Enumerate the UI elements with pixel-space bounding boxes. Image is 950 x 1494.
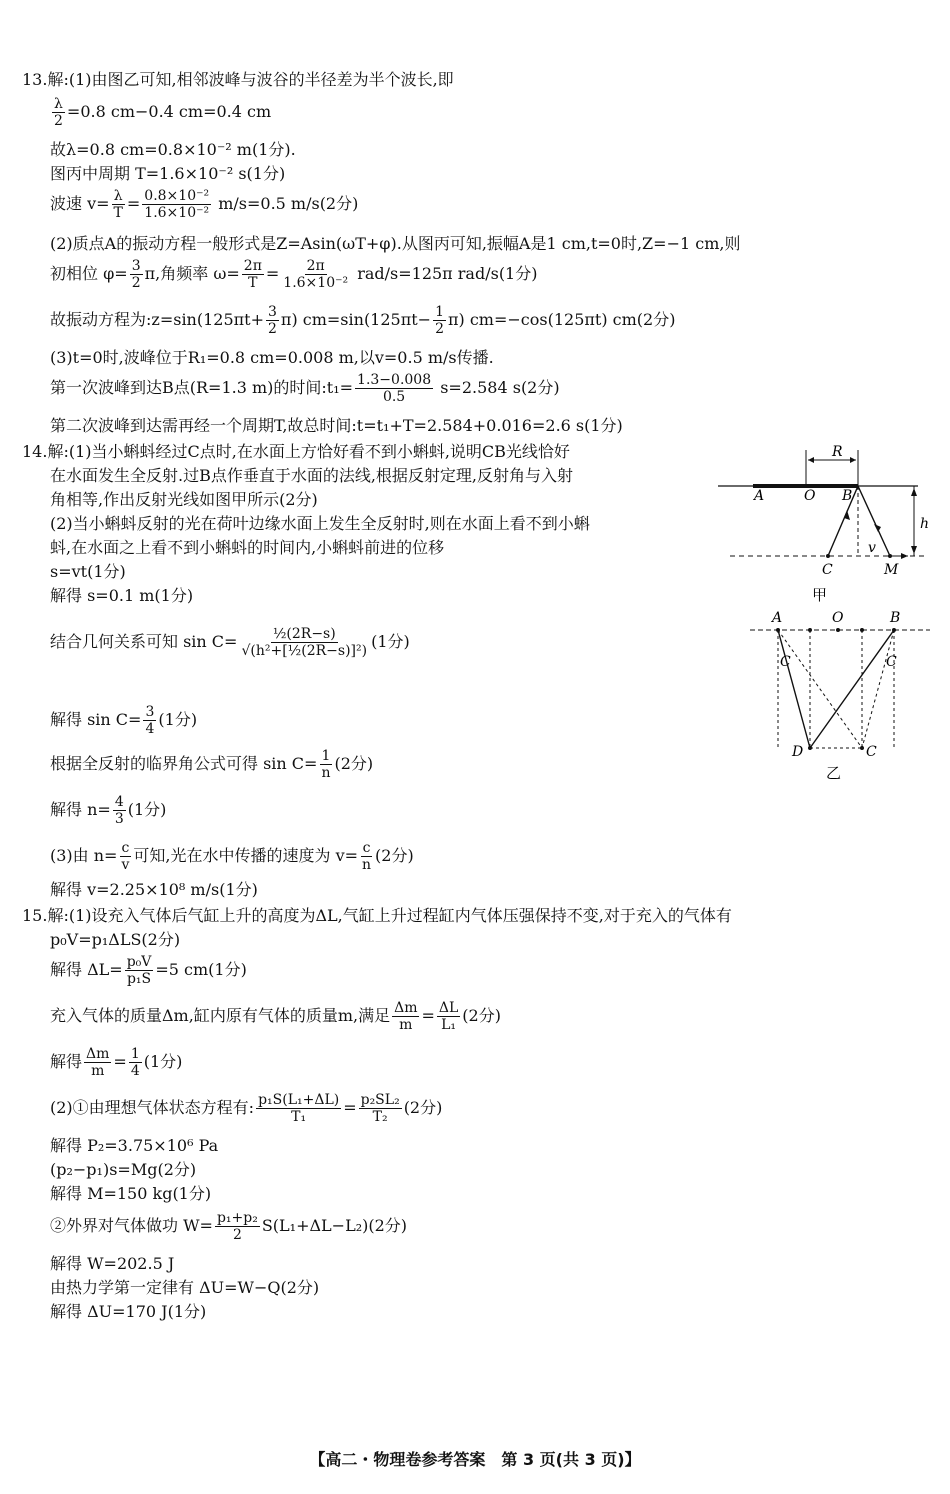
q14-line-5: 蚪,在水面之上看不到小蝌蚪的时间内,小蝌蚪前进的位移 (50, 538, 445, 557)
q13-line-10: 第一次波峰到达B点(R=1.3 m)的时间:t₁= $\frac{1.3-0.008}{0.5}$ s=2.584 s(2分) (50, 372, 560, 405)
q13-line-1: 13.解:(1)由图乙可知,相邻波峰与波谷的半径差为半个波长,即 (22, 70, 454, 89)
q15-line-10: ②外界对气体做功 W= $\frac{\text{p₁+p₂}}{2}$ S(L₁+ΔL−L₂)(2分) (50, 1210, 408, 1243)
q14-line-12: (3)由 n= $\frac{c}{v}$ 可知,光在水中传播的速度为 v= $\frac{c}{n}$ (2分) (50, 840, 414, 873)
yi-label-C-left: C (780, 654, 791, 670)
yi-label-C-bottom: C (866, 744, 877, 760)
yi-label-D: D (792, 744, 804, 760)
yi-label-O: O (832, 610, 844, 626)
page-footer: 【高二・物理卷参考答案 第 3 页(共 3 页)】 (309, 1450, 641, 1469)
q14-line-6: s=vt(1分) (50, 562, 126, 581)
q14-line-11: 解得 n= $\frac{4}{3}$ (1分) (50, 794, 167, 827)
q15-line-8: (p₂−p₁)s=Mg(2分) (50, 1160, 197, 1179)
yi-label-B: B (890, 610, 901, 626)
q15-line-3: 解得 ΔL= $\frac{\text{p₀V}}{\text{p₁S}}$ =5 cm(1分) (50, 954, 247, 987)
figure-jia (718, 440, 938, 610)
yi-label-C-right: C (886, 654, 897, 670)
q14-line-7: 解得 s=0.1 m(1分) (50, 586, 194, 605)
q15-line-5: 解得 $\frac{\Delta m}{m}$ = $\frac{1}{4}$ (1分) (50, 1046, 183, 1079)
jia-label-M: M (884, 562, 899, 578)
yi-caption: 乙 (826, 764, 842, 782)
q15-line-6: (2)①由理想气体状态方程有: $\frac{\text{p₁S(L₁+ΔL)}}{\text{T₁}}$ = $\frac{\text{p₂SL₂}}{\text{T₂}}$ (2分) (50, 1092, 443, 1125)
q13-line-4: 图丙中周期 T=1.6×10⁻² s(1分) (50, 164, 286, 183)
q13-line-11: 第二次波峰到达需再经一个周期T,故总时间:t=t₁+T=2.584+0.016=2.6 s(1分) (50, 416, 623, 435)
figure-yi (746, 608, 936, 784)
q15-line-1: 15.解:(1)设充入气体后气缸上升的高度为ΔL,气缸上升过程缸内气体压强保持不变,对于充入的气体有 (22, 906, 732, 925)
q13-line-9: (3)t=0时,波峰位于R₁=0.8 cm=0.008 m,以v=0.5 m/s传播. (50, 348, 494, 367)
jia-label-O: O (804, 488, 816, 504)
q13-line-5: 波速 v= $\frac{\lambda}{T}$ = $\frac{\text{0.8×10⁻²}}{\text{1.6×10⁻²}}$ m/s=0.5 m/s(2分) (50, 188, 359, 221)
q13-line-7: 初相位 φ= $\frac{3}{2}$ π,角频率 ω= $\frac{2\pi}{T}$ = $\frac{2\pi}{\text{1.6×10⁻²}}$ rad/s=125π rad/s(1分) (50, 258, 538, 291)
jia-label-v: v (868, 540, 876, 556)
q14-line-13: 解得 v=2.25×10⁸ m/s(1分) (50, 880, 258, 899)
q13-line-3: 故λ=0.8 cm=0.8×10⁻² m(1分). (50, 140, 296, 159)
yi-label-A: A (772, 610, 783, 626)
q13-line-8: 故振动方程为:z=sin(125πt+ $\frac{3}{2}$ π) cm=sin(125πt− $\frac{1}{2}$ π) cm=−cos(125πt) cm(2分) (50, 304, 676, 337)
q15-line-4: 充入气体的质量Δm,缸内原有气体的质量m,满足 $\frac{\Delta m}{m}$ = $\frac{\Delta L}{\text{L₁}}$ (2分) (50, 1000, 501, 1033)
jia-label-h: h (920, 516, 930, 532)
jia-label-B: B (842, 488, 853, 504)
q14-line-10: 根据全反射的临界角公式可得 sin C= $\frac{1}{n}$ (2分) (50, 748, 374, 781)
q14-line-1: 14.解:(1)当小蝌蚪经过C点时,在水面上方恰好看不到小蝌蚪,说明CB光线恰好 (22, 442, 570, 461)
q13-line-6: (2)质点A的振动方程一般形式是Z=Asin(ωT+φ).从图丙可知,振幅A是1 cm,t=0时,Z=−1 cm,则 (50, 234, 741, 253)
q14-line-9: 解得 sin C= $\frac{3}{4}$ (1分) (50, 704, 198, 737)
q13-frac-lambda-half: $\frac{\lambda}{2}$ (54, 96, 63, 129)
jia-label-A: A (754, 488, 765, 504)
q15-line-11: 解得 W=202.5 J (50, 1254, 175, 1273)
jia-caption: 甲 (812, 586, 828, 604)
q14-line-4: (2)当小蝌蚪反射的光在荷叶边缘水面上发生全反射时,则在水面上看不到小蝌 (50, 514, 590, 533)
q15-line-2: p₀V=p₁ΔLS(2分) (50, 930, 181, 949)
q15-line-9: 解得 M=150 kg(1分) (50, 1184, 212, 1203)
q15-line-12: 由热力学第一定律有 ΔU=W−Q(2分) (50, 1278, 320, 1297)
q15-line-7: 解得 P₂=3.75×10⁶ Pa (50, 1136, 219, 1155)
q14-line-3: 角相等,作出反射光线如图甲所示(2分) (50, 490, 318, 509)
q13-line-2: $\frac{\lambda}{2}$ =0.8 cm−0.4 cm=0.4 cm (54, 96, 272, 129)
q15-line-13: 解得 ΔU=170 J(1分) (50, 1302, 207, 1321)
q14-line-2: 在水面发生全反射.过B点作垂直于水面的法线,根据反射定理,反射角与入射 (50, 466, 574, 485)
q14-line-8: 结合几何关系可知 sin C= $\frac{\text{½(2R−s)}}{\text{√(h²+[½(2R−s)]²)}}$ (1分) (50, 626, 410, 659)
jia-label-C: C (822, 562, 833, 578)
jia-label-R: R (832, 444, 843, 460)
